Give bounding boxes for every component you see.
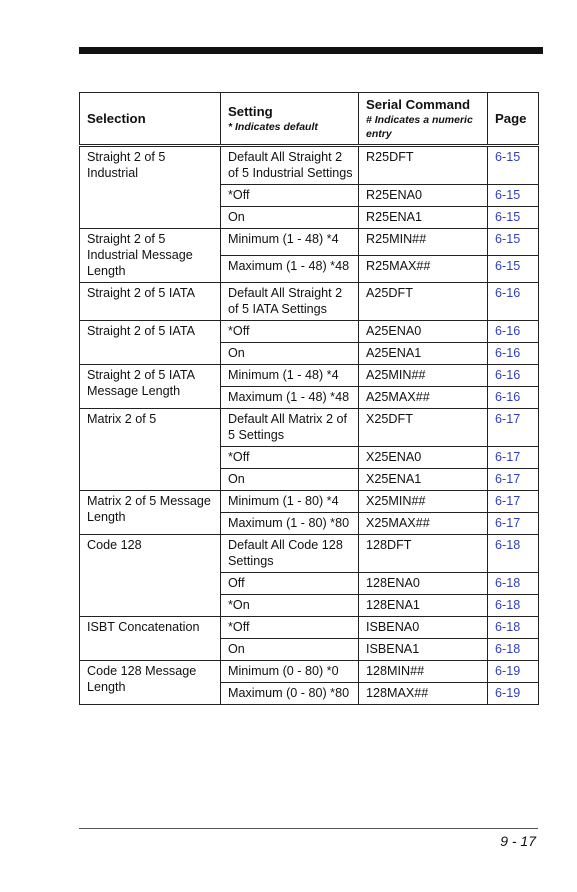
page-ref-link[interactable]: 6-17 (488, 491, 539, 513)
table-row (80, 229, 539, 256)
selection-cell: Straight 2 of 5 Industrial Message Length (80, 229, 221, 283)
selection-cell: Matrix 2 of 5 Message Length (80, 491, 221, 535)
selection-cell: ISBT Concatenation (80, 617, 221, 661)
page-ref-link[interactable]: 6-15 (488, 207, 539, 229)
page-ref-link[interactable]: 6-15 (488, 256, 539, 283)
page-ref-link[interactable]: 6-17 (488, 513, 539, 535)
setting-cell: Maximum (1 - 48) *48 (221, 256, 359, 283)
table-row (80, 365, 539, 387)
command-cell: X25MIN## (359, 491, 488, 513)
command-cell: R25ENA1 (359, 207, 488, 229)
selection-cell: Straight 2 of 5 IATA (80, 283, 221, 321)
bottom-rule (79, 828, 538, 829)
page-number: 9 - 17 (500, 833, 536, 849)
page-ref-link[interactable]: 6-18 (488, 595, 539, 617)
command-cell: R25MIN## (359, 229, 488, 256)
command-cell: ISBENA0 (359, 617, 488, 639)
setting-cell: Maximum (0 - 80) *80 (221, 683, 359, 705)
page-ref-link[interactable]: 6-17 (488, 409, 539, 447)
command-cell: 128ENA0 (359, 573, 488, 595)
table-row (80, 617, 539, 639)
table-row (80, 409, 539, 447)
serial-note: # Indicates a numeric entry (366, 114, 473, 140)
setting-cell: *Off (221, 321, 359, 343)
page-ref-link[interactable]: 6-15 (488, 146, 539, 185)
page-ref-link[interactable]: 6-19 (488, 683, 539, 705)
page-ref-link[interactable]: 6-15 (488, 185, 539, 207)
setting-cell: *On (221, 595, 359, 617)
command-cell: A25ENA0 (359, 321, 488, 343)
command-cell: 128ENA1 (359, 595, 488, 617)
setting-cell: Maximum (1 - 48) *48 (221, 387, 359, 409)
page-ref-link[interactable]: 6-18 (488, 639, 539, 661)
command-cell: X25DFT (359, 409, 488, 447)
setting-cell: Default All Straight 2 of 5 Industrial Settings (221, 146, 359, 185)
selection-cell: Straight 2 of 5 IATA Message Length (80, 365, 221, 409)
selection-cell: Code 128 Message Length (80, 661, 221, 705)
page-ref-link[interactable]: 6-17 (488, 447, 539, 469)
setting-cell: On (221, 639, 359, 661)
command-cell: X25ENA0 (359, 447, 488, 469)
page-ref-link[interactable]: 6-19 (488, 661, 539, 683)
command-cell: A25DFT (359, 283, 488, 321)
command-cell: A25MIN## (359, 365, 488, 387)
table-header-row (80, 93, 539, 146)
serial-command-table (79, 92, 539, 705)
page-ref-link[interactable]: 6-16 (488, 365, 539, 387)
setting-cell: On (221, 469, 359, 491)
table-row (80, 491, 539, 513)
setting-cell: On (221, 207, 359, 229)
setting-cell: Default All Straight 2 of 5 IATA Settings (221, 283, 359, 321)
command-cell: X25ENA1 (359, 469, 488, 491)
page-ref-link[interactable]: 6-16 (488, 283, 539, 321)
command-cell: R25MAX## (359, 256, 488, 283)
setting-cell: Minimum (1 - 80) *4 (221, 491, 359, 513)
page-ref-link[interactable]: 6-18 (488, 617, 539, 639)
setting-cell: Minimum (1 - 48) *4 (221, 229, 359, 256)
header-page: Page (488, 93, 539, 146)
table-body (80, 146, 539, 705)
command-cell: R25DFT (359, 146, 488, 185)
page-ref-link[interactable]: 6-16 (488, 387, 539, 409)
page-ref-link[interactable]: 6-17 (488, 469, 539, 491)
command-cell: 128MAX## (359, 683, 488, 705)
table-row (80, 535, 539, 573)
selection-cell: Straight 2 of 5 IATA (80, 321, 221, 365)
setting-cell: Maximum (1 - 80) *80 (221, 513, 359, 535)
setting-cell: Minimum (1 - 48) *4 (221, 365, 359, 387)
page-ref-link[interactable]: 6-16 (488, 321, 539, 343)
command-cell: A25MAX## (359, 387, 488, 409)
selection-cell: Code 128 (80, 535, 221, 617)
command-cell: X25MAX## (359, 513, 488, 535)
setting-cell: *Off (221, 617, 359, 639)
setting-cell: *Off (221, 185, 359, 207)
table-row (80, 283, 539, 321)
table-row (80, 661, 539, 683)
selection-cell: Matrix 2 of 5 (80, 409, 221, 491)
command-cell: 128DFT (359, 535, 488, 573)
page-ref-link[interactable]: 6-15 (488, 229, 539, 256)
page-ref-link[interactable]: 6-18 (488, 573, 539, 595)
setting-cell: On (221, 343, 359, 365)
setting-cell: *Off (221, 447, 359, 469)
top-rule (79, 47, 543, 54)
header-selection: Selection (80, 93, 221, 146)
header-serial-command: Serial Command # Indicates a numeric entry (359, 93, 488, 146)
table-row (80, 321, 539, 343)
header-setting: Setting * Indicates default (221, 93, 359, 146)
table-row (80, 146, 539, 185)
command-cell: A25ENA1 (359, 343, 488, 365)
page-ref-link[interactable]: 6-16 (488, 343, 539, 365)
setting-cell: Default All Matrix 2 of 5 Settings (221, 409, 359, 447)
command-cell: R25ENA0 (359, 185, 488, 207)
setting-note: * Indicates default (228, 121, 318, 133)
page-ref-link[interactable]: 6-18 (488, 535, 539, 573)
command-cell: ISBENA1 (359, 639, 488, 661)
command-cell: 128MIN## (359, 661, 488, 683)
setting-cell: Default All Code 128 Settings (221, 535, 359, 573)
setting-cell: Minimum (0 - 80) *0 (221, 661, 359, 683)
setting-cell: Off (221, 573, 359, 595)
selection-cell: Straight 2 of 5 Industrial (80, 146, 221, 229)
